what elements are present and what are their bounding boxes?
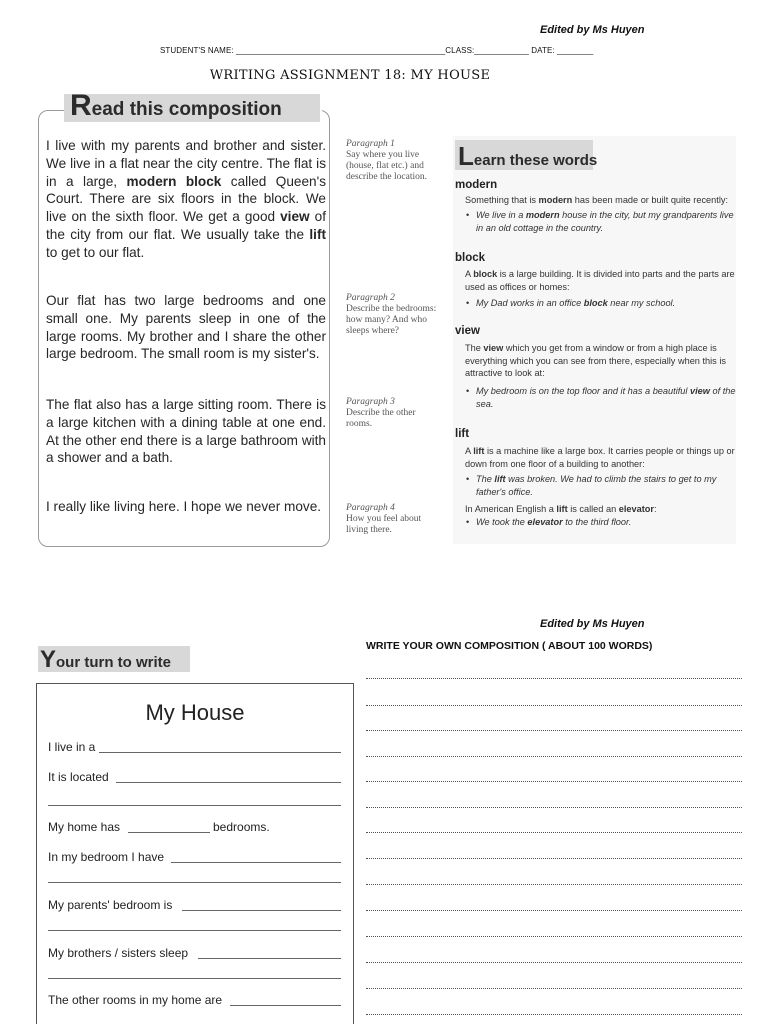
prompt-located: It is located bbox=[48, 770, 109, 784]
writing-line[interactable] bbox=[366, 730, 742, 731]
writing-line[interactable] bbox=[366, 858, 742, 859]
answer-line-located-2[interactable] bbox=[48, 805, 341, 806]
prompt-siblings: My brothers / sisters sleep bbox=[48, 946, 189, 960]
banner-text: ead this composition bbox=[91, 99, 282, 120]
bold-keyword: view bbox=[280, 209, 310, 225]
bold-keyword: modern bbox=[538, 195, 573, 205]
word-definition-view: The view which you get from a window or from a high place is everything which you can see from there, especially when this is attractive to look at: bbox=[465, 343, 726, 378]
writing-line[interactable] bbox=[366, 910, 742, 911]
writing-line[interactable] bbox=[366, 962, 742, 963]
composition-paragraph-4: I really like living here. I hope we never move. bbox=[46, 499, 322, 514]
my-house-title: My House bbox=[145, 700, 245, 725]
note-text: Describe the other rooms. bbox=[346, 408, 416, 429]
bold-keyword: modern bbox=[525, 210, 560, 220]
word-heading-lift: lift bbox=[455, 428, 470, 440]
note-text: Say where you live (house, flat etc.) and describe the location. bbox=[346, 150, 427, 182]
word-definition-lift: A lift is a machine like a large box. It carries people or things up or down from one floor of a building to another: bbox=[465, 446, 735, 469]
bold-keyword: block bbox=[583, 298, 608, 308]
prompt-parents: My parents' bedroom is bbox=[48, 898, 173, 912]
bold-keyword: block bbox=[473, 269, 498, 279]
note-title: Paragraph 2 bbox=[346, 293, 395, 303]
writing-line[interactable] bbox=[366, 705, 742, 706]
word-definition-modern: Something that is modern has been made or built quite recently: bbox=[465, 195, 729, 205]
answer-line-live-in[interactable] bbox=[99, 752, 341, 753]
bold-keyword: elevator bbox=[527, 517, 563, 527]
composition-paragraph-2: Our flat has two large bedrooms and one small one. My parents sleep in one of the large rooms. My brother and I share the other large bedroom. The small room is my sister's. bbox=[46, 293, 326, 362]
read-composition-banner bbox=[64, 89, 322, 124]
answer-line-my-bedroom[interactable] bbox=[171, 862, 341, 863]
example-text: My Dad works in an office block near my school. bbox=[476, 298, 676, 308]
answer-line-parents[interactable] bbox=[182, 910, 341, 911]
writing-line[interactable] bbox=[366, 678, 742, 679]
word-example-block: • My Dad works in an office block near my school. bbox=[466, 298, 676, 308]
bold-keyword: lift bbox=[473, 446, 485, 456]
writing-line[interactable] bbox=[366, 781, 742, 782]
writing-line[interactable] bbox=[366, 832, 742, 833]
student-info-line: STUDENT'S NAME: ______________________________________________CLASS:____________ DATE: ________ bbox=[160, 46, 594, 55]
word-heading-view: view bbox=[455, 325, 480, 337]
bold-keyword: view bbox=[483, 343, 504, 353]
word-definition-block: A block is a large building. It is divided into parts and the parts are used as offices or homes: bbox=[465, 269, 735, 292]
bold-keyword: view bbox=[690, 386, 710, 396]
example-text: The lift was broken. We had to climb the stairs to get to my father's office. bbox=[476, 474, 717, 497]
prompt-bedrooms: bedrooms. bbox=[213, 820, 270, 834]
bold-keyword: lift bbox=[309, 226, 326, 242]
banner-text: our turn to write bbox=[56, 654, 172, 671]
paragraph-note-1 bbox=[346, 139, 442, 183]
your-turn-banner bbox=[38, 646, 190, 672]
write-composition-title: WRITE YOUR OWN COMPOSITION ( ABOUT 100 WORDS) bbox=[366, 640, 653, 652]
bold-keyword: lift bbox=[556, 504, 568, 514]
banner-initial: R bbox=[70, 89, 92, 122]
assignment-title: WRITING ASSIGNMENT 18: MY HOUSE bbox=[209, 68, 491, 83]
composition-paragraph-3: The flat also has a large sitting room. There is a large kitchen with a dining table at one end. At the other end there is a large bathroom with a shower and a bath. bbox=[46, 397, 326, 466]
writing-line[interactable] bbox=[366, 988, 742, 989]
answer-line-siblings-2[interactable] bbox=[48, 978, 341, 979]
banner-initial: Y bbox=[40, 646, 57, 673]
note-title: Paragraph 3 bbox=[346, 397, 395, 407]
example-text: My bedroom is on the top floor and it has a beautiful view of the sea. bbox=[476, 386, 736, 409]
writing-line[interactable] bbox=[366, 884, 742, 885]
writing-line[interactable] bbox=[366, 936, 742, 937]
word-example-view: • My bedroom is on the top floor and it has a beautiful view of the sea. bbox=[466, 386, 736, 409]
composition-paragraph-1: I live with my parents and brother and sister. We live in a flat near the city centre. The flat is in a large, modern block called Queen's Court. There are six floors in the block. We live on the sixth floor. We get a good view of the city from our flat. We usually take the lift to get to our flat. bbox=[46, 138, 326, 260]
edited-by-label: Edited by Ms Huyen bbox=[540, 618, 645, 630]
bold-keyword: elevator bbox=[618, 504, 654, 514]
note-text: Describe the bedrooms: how many? And who sleeps where? bbox=[346, 304, 437, 336]
word-heading-block: block bbox=[455, 252, 486, 264]
prompt-home-has: My home has bbox=[48, 820, 121, 834]
word-example-elevator: • We took the elevator to the third floor. bbox=[466, 517, 632, 527]
word-american-note: In American English a lift is called an elevator: bbox=[465, 504, 657, 514]
banner-initial: L bbox=[458, 141, 474, 171]
note-title: Paragraph 1 bbox=[346, 139, 395, 149]
paragraph-note-4 bbox=[346, 503, 442, 536]
answer-line-my-bedroom-2[interactable] bbox=[48, 882, 341, 883]
prompt-live-in: I live in a bbox=[48, 740, 96, 754]
answer-line-siblings[interactable] bbox=[198, 958, 341, 959]
word-example-modern: • We live in a modern house in the city, but my grandparents live in an old cottage in the country. bbox=[466, 210, 734, 233]
answer-line-located[interactable] bbox=[116, 782, 341, 783]
example-text: We took the elevator to the third floor. bbox=[476, 517, 632, 527]
edited-by-label: Edited by Ms Huyen bbox=[540, 24, 645, 36]
prompt-my-bedroom: In my bedroom I have bbox=[48, 850, 165, 864]
example-text: We live in a modern house in the city, but my grandparents live in an old cottage in the country. bbox=[476, 210, 734, 233]
paragraph-note-2 bbox=[346, 293, 442, 337]
note-text: How you feel about living there. bbox=[346, 514, 422, 535]
writing-line[interactable] bbox=[366, 1014, 742, 1015]
word-heading-modern: modern bbox=[455, 179, 498, 191]
bold-keyword: modern block bbox=[126, 173, 222, 189]
writing-line[interactable] bbox=[366, 756, 742, 757]
learn-words-banner bbox=[455, 140, 598, 171]
writing-line[interactable] bbox=[366, 807, 742, 808]
prompt-other-rooms: The other rooms in my home are bbox=[48, 993, 223, 1007]
paragraph-note-3 bbox=[346, 397, 442, 430]
note-title: Paragraph 4 bbox=[346, 503, 395, 513]
answer-line-other-rooms[interactable] bbox=[230, 1005, 341, 1006]
banner-text: earn these words bbox=[473, 152, 598, 169]
bold-keyword: lift bbox=[494, 474, 506, 484]
answer-line-parents-2[interactable] bbox=[48, 930, 341, 931]
answer-line-bedroom-count[interactable] bbox=[128, 832, 210, 833]
word-example-lift: • The lift was broken. We had to climb the stairs to get to my father's office. bbox=[466, 474, 717, 497]
